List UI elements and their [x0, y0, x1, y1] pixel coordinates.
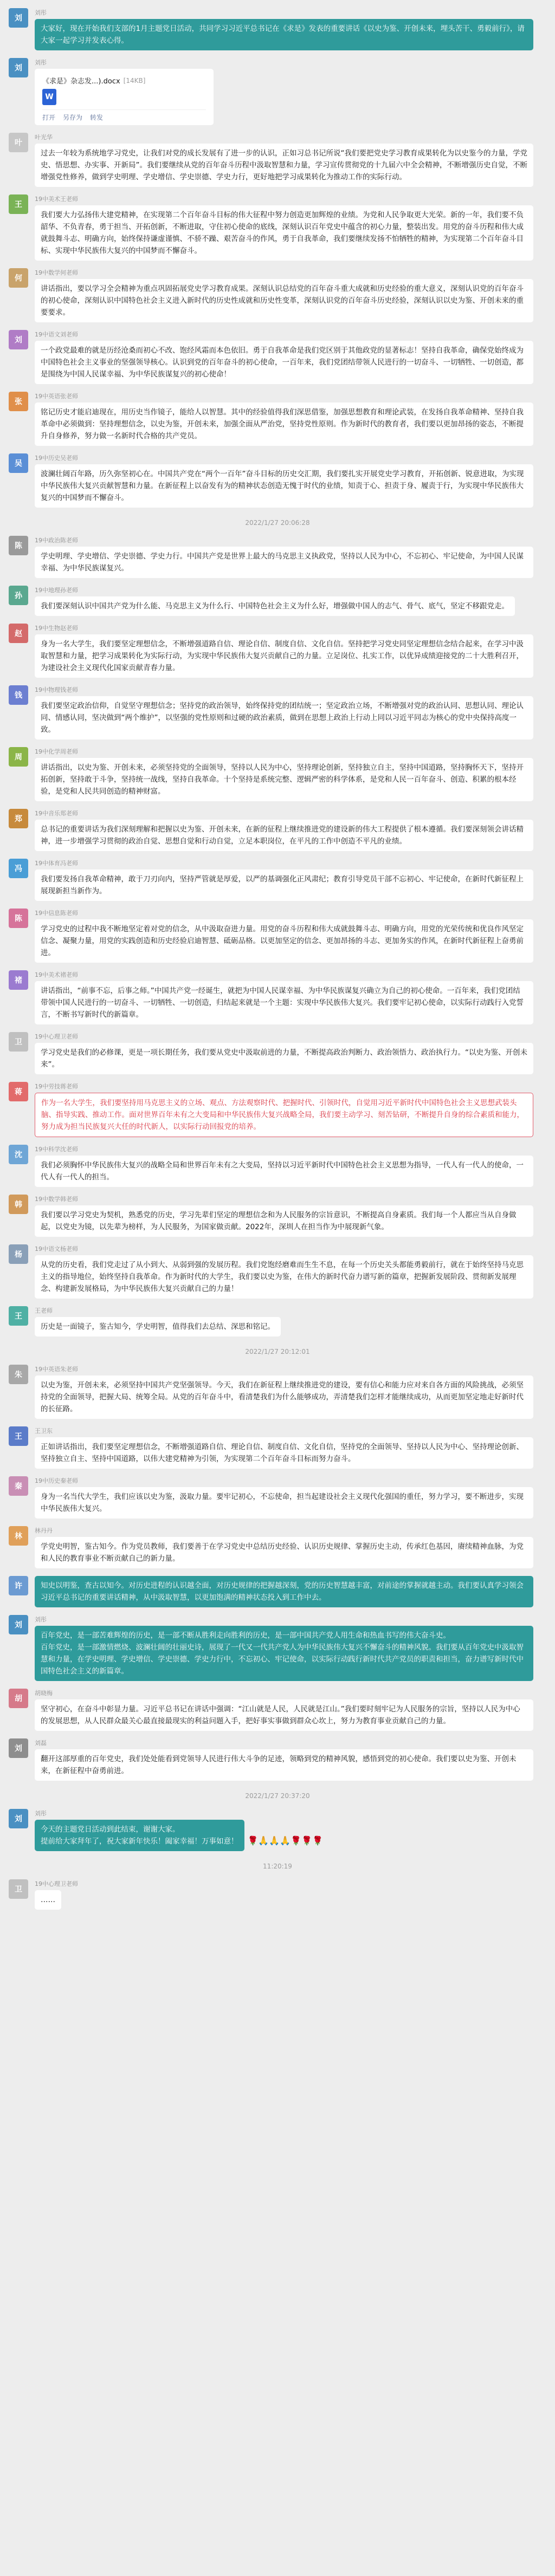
message-bubble[interactable]: 从党的历史看，我们党走过了从小到大、从弱到强的发展历程。我们党饱经磨难而生生不息，在每一个历史关头都能勇毅前行，就在于始终坚持马克思主义的指导地位，始终坚持自我革命。作为新时代的大学生，我们要以史为鉴，在伟大的新时代奋力谱写新的篇章，把握新发展阶段、贯彻新发展理念、构建新发展格局，为中华民族伟大复兴贡献自己的力量！ — [35, 1255, 533, 1299]
message-bubble[interactable]: 我们要发扬自我革命精神，敢于刀刃向内，坚持严管就是厚爱，以严的基调强化正风肃纪；教育引导党员干部不忘初心、牢记使命，在新时代新征程上展现新担当新作为。 — [35, 870, 533, 901]
message-body — [35, 1032, 533, 1074]
message-body — [35, 1244, 533, 1299]
message-row — [0, 1611, 555, 1685]
message-bubble[interactable]: …… — [35, 1890, 61, 1910]
message-body — [35, 1145, 533, 1187]
message-row — [0, 966, 555, 1028]
message-bubble[interactable]: 正如讲话指出，我们要坚定理想信念，不断增强道路自信、理论自信、制度自信、文化自信，坚持党的全面领导、坚持以人民为中心、坚持理论创新、坚持独立自主、坚持中国道路，以伟大建党精神为引领，为实现第二个百年奋斗目标而努力奋斗。 — [35, 1437, 533, 1469]
avatar[interactable]: 林 — [9, 1526, 28, 1546]
avatar[interactable]: 王 — [9, 194, 28, 214]
sender-name: 19中科学沈老师 — [35, 1146, 78, 1153]
message-body — [35, 392, 533, 446]
message-body — [35, 1306, 533, 1336]
message-bubble[interactable]: 讲话指出，“前事不忘，后事之师。”中国共产党一经诞生，就把为中国人民谋幸福、为中华民族谋复兴确立为自己的初心使命。一百年来，我们党团结带领中国人民进行的一切奋斗、一切牺牲、一切创造，归结起来就是一个主题：实现中华民族伟大复兴。我们要牢记初心使命，以实际行动践行入党誓言，不断书写新时代的新篇章。 — [35, 981, 533, 1024]
avatar[interactable]: 褚 — [9, 970, 28, 990]
message-body — [35, 536, 533, 578]
avatar[interactable]: 秦 — [9, 1476, 28, 1496]
message-row — [0, 1028, 555, 1078]
message-body — [35, 1365, 533, 1419]
message-body — [35, 970, 533, 1024]
message-body — [35, 1082, 533, 1137]
file-action-link[interactable]: 打开 — [42, 114, 56, 121]
message-row — [0, 1361, 555, 1423]
timestamp: 11:20:19 — [263, 1863, 292, 1870]
message-bubble[interactable]: 学党史明智，鉴古知今。作为党员教师，我们要善于在学习党史中总结历史经验、认识历史规律、掌握历史主动，传承红色基因，赓续精神血脉，为党和人民的教育事业不断贡献自己的新力量。 — [35, 1537, 533, 1568]
avatar[interactable]: 卫 — [9, 1879, 28, 1899]
word-doc-icon: W — [42, 89, 56, 105]
message-row — [0, 129, 555, 191]
file-actions — [42, 109, 206, 122]
message-row — [0, 191, 555, 264]
message-body — [35, 1689, 533, 1731]
sender-name: 王卫东 — [35, 1427, 53, 1435]
message-row — [0, 1572, 555, 1611]
message-body — [35, 58, 533, 125]
message-bubble[interactable]: 我们要坚定政治信仰，自觉坚守理想信念；坚持党的政治领导，始终保持党的团结统一；坚定政治立场，不断增强对党的政治认同、思想认同、理论认同、情感认同，坚决做到“两个维护”，以坚强的党性原则和过硬的政治素质，做到在思想上政治上行动上同以习近平同志为核心的党中央保持高度一致。 — [35, 696, 533, 739]
sender-name: 19中数学韩老师 — [35, 1196, 78, 1203]
message-row — [0, 1805, 555, 1855]
message-bubble[interactable]: 铭记历史才能启迪现在，用历史当作镜子，能给人以智慧。其中的经验值得我们深思借鉴，加强思想教育和理论武装，在发扬自我革命精神、坚持自我革命中必须做到：坚持理想信念，以史为鉴，开创未来，加强全面从严治党，坚持党性原则。作为新时代的教育者，我们要以更加昂扬的姿态，不断提升自身修养，努力做一名新时代合格的共产党员。 — [35, 403, 533, 446]
avatar[interactable]: 王 — [9, 1426, 28, 1446]
message-row — [0, 1191, 555, 1241]
avatar[interactable]: 刘 — [9, 330, 28, 349]
file-name: 《求是》杂志发...).docx — [42, 77, 120, 86]
message-body — [35, 453, 533, 508]
avatar[interactable]: 胡 — [9, 1689, 28, 1708]
message-body — [35, 1879, 533, 1910]
timestamp: 2022/1/27 20:12:01 — [245, 1348, 310, 1355]
sender-name: 19中化学周老师 — [35, 748, 78, 755]
sender-name: 刘彤 — [35, 59, 47, 66]
message-row — [0, 264, 555, 326]
message-body — [35, 268, 533, 322]
message-row — [0, 805, 555, 855]
message-row — [0, 1522, 555, 1572]
message-bubble[interactable]: 波澜壮阔百年路，历久弥坚初心在。中国共产党在“两个一百年”奋斗目标的历史交汇期，我们要扎实开展党史学习教育，开拓创新、锐意进取，为实现中华民族伟大复兴贡献智慧和力量。在新征程上以奋发有为的精神状态创造无愧于时代的业绩，知责于心、担责于身、履责于行，为实现中华民族伟大复兴的中国梦而不懈奋斗。 — [35, 464, 533, 508]
message-row — [0, 1141, 555, 1191]
avatar[interactable]: 杨 — [9, 1244, 28, 1264]
message-row — [0, 1685, 555, 1735]
avatar[interactable]: 陈 — [9, 536, 28, 555]
message-row — [0, 326, 555, 388]
sender-name: 19中物理钱老师 — [35, 686, 78, 693]
message-body — [35, 1615, 533, 1681]
avatar[interactable]: 许 — [9, 1576, 28, 1595]
message-bubble[interactable]: 我们要深刻认识中国共产党为什么能、马克思主义为什么行、中国特色社会主义为什么好，增强做中国人的志气、骨气、底气，坚定不移跟党走。 — [35, 596, 515, 616]
message-bubble[interactable]: 学史明理、学史增信、学史崇德、学史力行。中国共产党是世界上最大的马克思主义执政党，坚持以人民为中心，不忘初心、牢记使命，为中国人民谋幸福、为中华民族谋复兴。 — [35, 547, 533, 578]
avatar[interactable]: 赵 — [9, 624, 28, 643]
message-bubble[interactable]: 作为一名大学生，我们要坚持用马克思主义的立场、观点、方法观察时代、把握时代、引领时代，自觉用习近平新时代中国特色社会主义思想武装头脑、指导实践、推动工作。面对世界百年未有之大变局和中华民族伟大复兴战略全局，我们要主动学习、刻苦钻研，不断提升自身的综合素质和能力，努力成为担当民族复兴大任的时代新人，以实际行动回报党的培养。 — [35, 1093, 533, 1137]
message-row — [0, 620, 555, 682]
sender-name: 刘彤 — [35, 9, 47, 16]
sender-name: 19中劳技蒋老师 — [35, 1083, 78, 1090]
avatar[interactable]: 郑 — [9, 809, 28, 828]
message-bubble[interactable]: 我们要以学习党史为契机，熟悉党的历史，学习先辈们坚定的理想信念和为人民服务的宗旨意识，不断提高自身素质。我们每一个人都应当从自身做起，以党史为镜，以先辈为榜样，为人民服务，为国家做贡献。2022年，深圳人在担当作为中展现新气象。 — [35, 1205, 533, 1237]
sender-name: 胡晓梅 — [35, 1690, 53, 1697]
file-action-link[interactable]: 另存为 — [63, 114, 83, 121]
message-body — [35, 330, 533, 384]
sender-name: 19中英语朱老师 — [35, 1366, 78, 1373]
avatar[interactable]: 蒋 — [9, 1082, 28, 1101]
emoji-reactions: 🌹🙏🙏🙏🌹🌹🌹 — [247, 1835, 323, 1846]
avatar[interactable]: 冯 — [9, 859, 28, 878]
avatar[interactable]: 刘 — [9, 8, 28, 28]
sender-name: 19中英语张老师 — [35, 393, 78, 400]
avatar[interactable]: 刘 — [9, 1615, 28, 1634]
message-row — [0, 1078, 555, 1141]
message-row — [0, 1472, 555, 1522]
message-bubble[interactable]: 我们必须胸怀中华民族伟大复兴的战略全局和世界百年未有之大变局，坚持以习近平新时代中国特色社会主义思想为指导，一代人有一代人的使命，一代人有一代人的担当。 — [35, 1156, 533, 1187]
message-row — [0, 1241, 555, 1302]
sender-name: 19中生物赵老师 — [35, 625, 78, 632]
message-row — [0, 743, 555, 805]
message-body — [35, 685, 533, 739]
message-row — [0, 855, 555, 905]
message-row — [0, 532, 555, 582]
message-body — [35, 747, 533, 801]
avatar[interactable]: 钱 — [9, 685, 28, 705]
message-bubble[interactable]: 身为一名大学生，我们要坚定理想信念，不断增强道路自信、理论自信、制度自信、文化自信。坚持把学习党史同坚定理想信念结合起来，在学习中汲取智慧和力量，把学习成果转化为实际行动，为实现中华民族伟大复兴贡献自己的力量。立足岗位、扎实工作，以优异成绩迎接党的二十大胜利召开，为建设社会主义现代化国家贡献青春力量。 — [35, 634, 533, 678]
sender-name: 19中美术王老师 — [35, 196, 78, 203]
file-card[interactable] — [35, 69, 214, 125]
timestamp: 2022/1/27 20:37:20 — [245, 1792, 310, 1800]
message-body — [35, 859, 533, 901]
sender-name: 19中数学何老师 — [35, 269, 78, 276]
avatar[interactable]: 张 — [9, 392, 28, 411]
message-bubble[interactable]: 百年党史，是一部苦难辉煌的历史，是一部不断从胜利走向胜利的历史，是一部中国共产党人用生命和热血书写的伟大奋斗史。 百年党史，是一部激情燃烧、波澜壮阔的壮丽史诗，展现了一代又一代共产党人为中华民族伟大复兴不懈奋斗的精神风貌。我们要从百年党史中汲取智慧和力量，在学史明理、学史增信、学史崇德、学史力行中，不忘初心、牢记使命，以实际行动践行新时代共产党员的职责和担当，奋力谱写新时代中国特色社会主义的新篇章。 — [35, 1626, 533, 1681]
timestamp: 2022/1/27 20:06:28 — [245, 519, 310, 527]
message-bubble[interactable]: 我们要大力弘扬伟大建党精神，在实现第二个百年奋斗目标的伟大征程中努力创造更加辉煌的业绩。为党和人民争取更大光荣。新的一年，我们要不负韶华、不负青春，勇于担当、开拓创新，不断进取，守住初心使命的底线，深刻认识百年党史中蕴含的初心力量，整装出发。用党的奋斗历程和伟大成就鼓舞斗志、明确方向，始终保持谦虚谨慎、不骄不躁、艰苦奋斗的作风，勇于自我革命，我们要继续发扬不怕牺牲的精神，为实现第二个百年奋斗目标、实现中华民族伟大复兴的中国梦而不懈奋斗。 — [35, 205, 533, 261]
avatar[interactable]: 何 — [9, 268, 28, 288]
message-body — [35, 1426, 533, 1469]
message-bubble[interactable]: 学习党史是我们的必修课，更是一项长期任务，我们要从党史中汲取前进的力量，不断提高政治判断力、政治领悟力、政治执行力。“以史为鉴、开创未来”。 — [35, 1043, 533, 1074]
sender-name: 19中信息陈老师 — [35, 910, 78, 917]
sender-name: 刘彤 — [35, 1616, 47, 1623]
sender-name: 19中历史秦老师 — [35, 1477, 78, 1484]
message-body — [35, 8, 533, 50]
avatar[interactable]: 叶 — [9, 133, 28, 152]
message-bubble[interactable]: 讲话指出，要以学习全会精神为重点巩固拓展党史学习教育成果。深刻认识总结党的百年奋斗重大成就和历史经验的重大意义，深刻认识党的百年奋斗的初心使命，深刻认识中国特色社会主义进入新时代的历史性成就和历史性变革，深刻认识党的百年奋斗历史经验，深刻认识以史为鉴、开创未来的重要要求。 — [35, 279, 533, 322]
sender-name: 刘彤 — [35, 1810, 47, 1817]
sender-name: 19中历史吴老师 — [35, 455, 78, 462]
message-body — [35, 1195, 533, 1237]
message-body — [35, 133, 533, 187]
message-bubble[interactable]: 知史以明鉴，查古以知今。对历史进程的认识越全面，对历史规律的把握越深刻，党的历史智慧越丰富，对前途的掌握就越主动。我们要认真学习领会习近平总书记的重要讲话精神，从中汲取智慧，以更加饱满的精神状态投入到工作中去。 — [35, 1576, 533, 1607]
message-body — [35, 624, 533, 678]
sender-name: 19中语文杨老师 — [35, 1245, 78, 1253]
sender-name: 19中音乐郑老师 — [35, 810, 78, 817]
sender-name: 19中政治陈老师 — [35, 537, 78, 544]
message-body — [35, 1476, 533, 1519]
sender-name: 19中地理孙老师 — [35, 587, 78, 594]
avatar[interactable]: 卫 — [9, 1032, 28, 1052]
message-row — [0, 682, 555, 743]
sender-name: 林丹丹 — [35, 1527, 53, 1534]
message-body — [35, 1526, 533, 1568]
message-bubble[interactable]: 总书记的重要讲话为我们深刻理解和把握以史为鉴、开创未来，在新的征程上继续推进党的建设新的伟大工程提供了根本遵循。我们要深刻领会讲话精神，进一步增强学习贯彻的政治自觉、思想自觉和行动自觉，立足本职岗位，在平凡的工作中创造不平凡的业绩。 — [35, 820, 533, 851]
sender-name: 19中体育冯老师 — [35, 860, 78, 867]
message-bubble[interactable]: 过去一年较为系统地学习党史，让我们对党的成长发展有了进一步的认识，正如习总书记所说“我们要把党史学习教育成果转化为以史鉴今的力量，学党史、悟思想、办实事、开新局”。我们要继续从党的百年奋斗历程中汲取智慧和力量，学习宣传贯彻党的十九届六中全会精神，不断增强历史自觉，不断增强党性修养，做到学史明理、学史增信、学史崇德、学史力行，更好地把学习成果转化为推动工作的实际行动。 — [35, 144, 533, 187]
sender-name: 叶光华 — [35, 134, 53, 141]
sender-name: 刘磊 — [35, 1740, 47, 1747]
message-bubble[interactable]: 大家好，现在开始我们支部的1月主题党日活动，共同学习习近平总书记在《求是》发表的重要讲话《以史为鉴、开创未来，埋头苦干、勇毅前行》，请大家一起学习并发表心得。 — [35, 19, 533, 50]
file-size: [14KB] — [123, 76, 146, 85]
message-row — [0, 582, 555, 620]
message-row — [0, 1735, 555, 1785]
avatar[interactable]: 周 — [9, 747, 28, 767]
file-action-link[interactable]: 转发 — [90, 114, 104, 121]
avatar[interactable]: 沈 — [9, 1145, 28, 1164]
message-body — [35, 1809, 533, 1851]
message-row — [0, 1423, 555, 1472]
avatar[interactable]: 韩 — [9, 1195, 28, 1214]
message-body — [35, 1576, 533, 1607]
message-bubble[interactable]: 一个政党最难的就是历经沧桑而初心不改、饱经风霜而本色依旧。勇于自我革命是我们党区别于其他政党的显著标志！坚持自我革命，确保党始终成为中国特色社会主义事业的坚强领导核心。认识到党的百年奋斗的初心使命，一百年来，我们党团结带领人民进行的一切奋斗、一切牺牲、一切创造，都是围绕为中国人民谋幸福、为中华民族谋复兴的初心使命！ — [35, 341, 533, 384]
message-body — [35, 1738, 533, 1781]
sender-name: 19中心理卫老师 — [35, 1033, 78, 1040]
avatar[interactable]: 陈 — [9, 909, 28, 928]
message-row — [0, 1876, 555, 1913]
avatar[interactable]: 孙 — [9, 586, 28, 605]
message-body — [35, 194, 533, 261]
message-bubble[interactable]: 讲话指出，以史为鉴、开创未来，必须坚持党的全面领导，坚持以人民为中心，坚持理论创新，坚持独立自主，坚持中国道路，坚持胸怀天下，坚持开拓创新，坚持敢于斗争，坚持统一战线，坚持自我革命。十个坚持是系统完整、逻辑严密的科学体系，是党和人民一百年奋斗、创造、积累的根本经验，是党和人民共同创造的精神财富。 — [35, 758, 533, 801]
avatar[interactable]: 刘 — [9, 58, 28, 77]
message-row — [0, 1302, 555, 1340]
message-body — [35, 809, 533, 851]
sender-name: 19中心理卫老师 — [35, 1880, 78, 1887]
sender-name: 王老师 — [35, 1307, 53, 1314]
message-row — [0, 54, 555, 129]
message-bubble[interactable]: 翻开这部厚重的百年党史，我们处处能看到党领导人民进行伟大斗争的足迹，领略到党的精神风貌，感悟到党的初心使命。我们要以史为鉴、开创未来，在新征程中奋勇前进。 — [35, 1749, 533, 1781]
message-body — [35, 586, 533, 616]
message-bubble[interactable]: 身为一名当代大学生，我们应该以史为鉴，汲取力量。要牢记初心，不忘使命，担当起建设社会主义现代化强国的重任，努力学习，要不断进步，实现中华民族伟大复兴。 — [35, 1487, 533, 1519]
message-bubble[interactable]: 学习党史的过程中我不断地坚定着对党的信念，从中汲取奋进力量。用党的奋斗历程和伟大成就鼓舞斗志、明确方向，用党的光荣传统和优良作风坚定信念、凝聚力量，用党的实践创造和历史经验启迪智慧、砥砺品格。以更加坚定的信念、更加昂扬的斗志、更加务实的作风，在新时代新征程上奋勇前进。 — [35, 919, 533, 963]
file-info — [42, 75, 206, 86]
message-bubble[interactable]: 以史为鉴，开创未来，必须坚持中国共产党坚强领导。今天，我们在新征程上继续推进党的建设，要有信心和能力应对来自各方面的风险挑战，必须坚持党的全面领导，把握大局、统筹全局。从党的百年奋斗中，看清楚我们为什么能够成功，弄清楚我们怎样才能继续成功，从而更加坚定地走好新时代的长征路。 — [35, 1375, 533, 1419]
avatar[interactable]: 王 — [9, 1306, 28, 1326]
message-row — [0, 450, 555, 511]
message-body — [35, 909, 533, 963]
avatar[interactable]: 朱 — [9, 1365, 28, 1384]
message-bubble[interactable]: 今天的主题党日活动到此结束，谢谢大家。 提前给大家拜年了，祝大家新年快乐！阖家幸福！万事如意！ — [35, 1820, 244, 1851]
message-row — [0, 4, 555, 54]
message-row — [0, 905, 555, 966]
message-row — [0, 388, 555, 450]
sender-name: 19中美术褚老师 — [35, 971, 78, 978]
avatar[interactable]: 吴 — [9, 453, 28, 473]
avatar[interactable]: 刘 — [9, 1738, 28, 1758]
sender-name: 19中语文刘老师 — [35, 331, 78, 338]
message-bubble[interactable]: 历史是一面镜子，鉴古知今，学史明智，值得我们去总结、深思和铭记。 — [35, 1317, 281, 1336]
message-bubble[interactable]: 坚守初心，在奋斗中彰显力量。习近平总书记在讲话中强调：“江山就是人民，人民就是江山。”我们要时刻牢记为人民服务的宗旨，坚持以人民为中心的发展思想，从人民群众最关心最直接最现实的利益问题入手，把好事实事做到群众心坎上，努力为教育事业贡献自己的力量。 — [35, 1699, 533, 1731]
avatar[interactable]: 刘 — [9, 1809, 28, 1828]
